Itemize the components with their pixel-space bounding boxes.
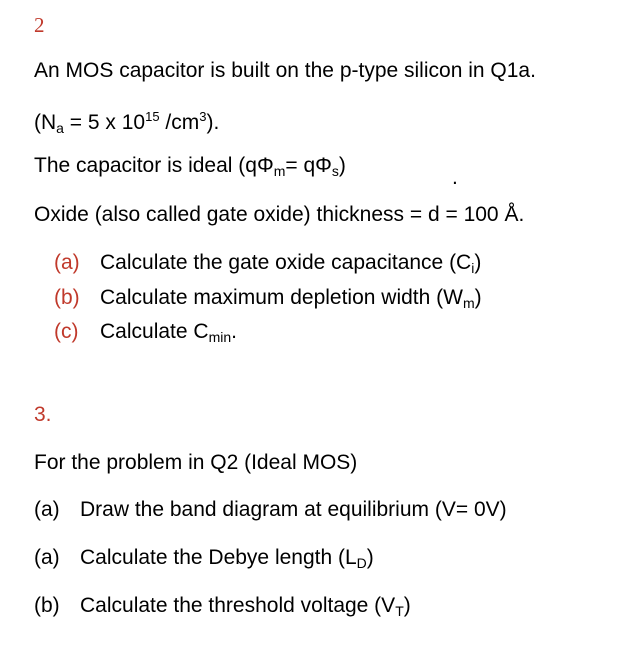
q3-item-1-text [80,497,507,528]
doping-unit: /cm [159,111,200,134]
q3-item-1-label: (a) [34,498,60,521]
doping-suffix: ). [206,111,220,134]
question-3-number: 3. [34,403,52,426]
q2-item-a-text-end: ) [474,251,482,274]
stray-dot: . [452,166,458,189]
q3-item-3-text-end: ) [403,594,411,617]
ideal-mid: = qΦ [285,154,332,177]
question-3-intro: For the problem in Q2 (Ideal MOS) [34,451,358,474]
q2-item-b-label: (b) [54,286,80,309]
q2-item-b-text-end: ) [474,286,482,309]
q3-item-2-sub: D [356,555,367,571]
q2-item-a-text [100,250,481,281]
q3-item-3-text-main: Calculate the threshold voltage (V [80,594,396,617]
q2-item-c-text-end: . [231,320,237,343]
q3-item-2-text-main: Calculate the Debye length (L [80,546,357,569]
q3-item-2-text-end: ) [366,546,374,569]
q3-item-3-label: (b) [34,594,60,617]
q3-item-3 [34,593,411,619]
q2-item-b-text [100,285,482,316]
q2-item-b [54,285,482,311]
q3-item-2 [34,545,374,571]
q2-item-b-sub: m [462,295,475,311]
q3-item-2-text [80,545,374,576]
q3-item-3-text [80,593,411,624]
doping-exponent: 15 [145,109,160,124]
ideal-prefix: The capacitor is ideal (qΦ [34,154,274,177]
phi-m-subscript: m [273,163,286,179]
doping-value: = 5 x 10 [63,111,146,134]
doping-concentration [34,104,219,141]
q2-item-c-text-main: Calculate C [100,320,209,343]
q3-item-1 [34,497,507,523]
doping-subscript: a [56,120,64,136]
doping-prefix: (N [34,111,57,134]
question-2-statement: An MOS capacitor is built on the p-type silicon in Q1a. [34,59,536,82]
q2-item-a-label: (a) [54,251,80,274]
q2-item-a [54,250,482,276]
q2-item-a-text-main: Calculate the gate oxide capacitance (C [100,251,472,274]
q2-item-a-sub: i [471,260,475,276]
q3-item-3-sub: T [395,603,404,619]
ideal-suffix: ) [338,154,346,177]
ideal-capacitor-condition [34,153,346,184]
doping-unit-exponent: 3 [199,109,207,124]
q2-item-c-sub: min [208,329,232,345]
q2-item-c [54,319,237,345]
q3-item-1-text-main: Draw the band diagram at equilibrium (V= 0V) [80,498,507,521]
oxide-thickness: Oxide (also called gate oxide) thickness = d = 100 Å. [34,203,525,226]
q2-item-c-text [100,319,237,350]
q2-item-b-text-main: Calculate maximum depletion width (W [100,286,463,309]
q3-item-2-label: (a) [34,546,60,569]
phi-s-subscript: s [331,163,339,179]
q2-item-c-label: (c) [54,320,79,343]
question-2-number: 2 [34,13,45,37]
